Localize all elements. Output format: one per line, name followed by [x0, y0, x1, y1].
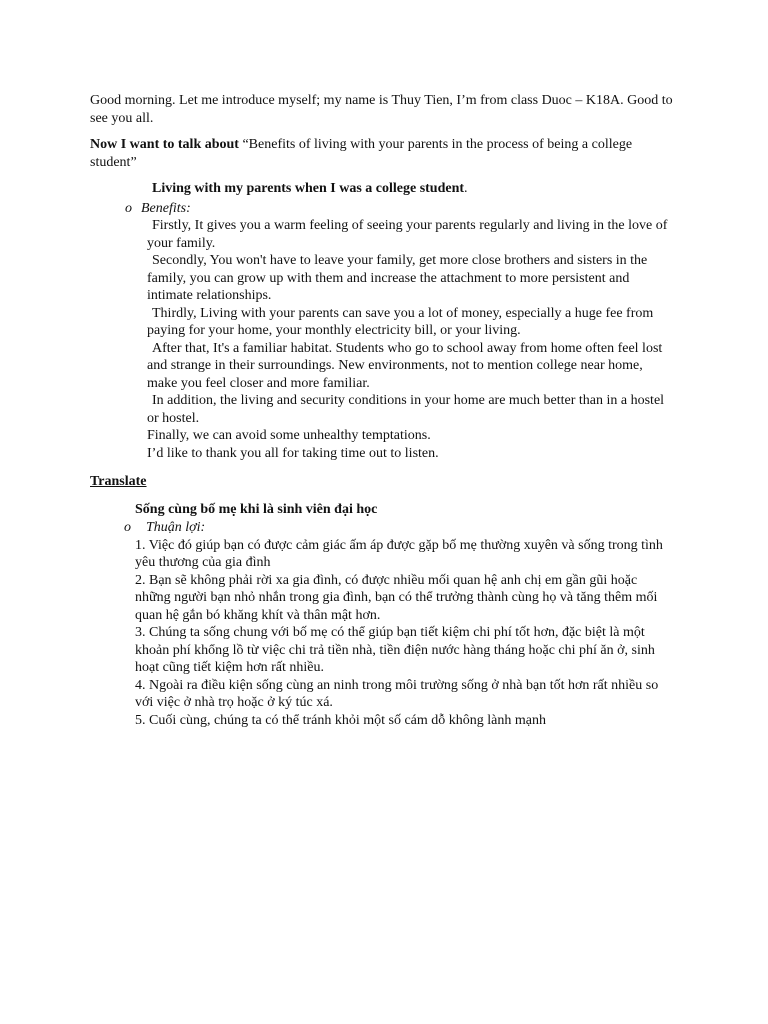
intro-paragraph: Good morning. Let me introduce myself; my name is Thuy Tien, I’m from class Duoc – K18A. Good to see you all.	[90, 93, 673, 126]
list-item: In addition, the living and security conditions in your home are much better than in a hostel or hostel.	[147, 393, 665, 426]
topic-lead: Now I want to talk about	[90, 137, 239, 152]
section-heading	[152, 180, 676, 198]
vi-list	[135, 537, 676, 730]
vi-subheading	[124, 519, 676, 537]
list-item: I’d like to thank you all for taking time out to listen.	[147, 445, 439, 461]
vi-section-title: Sống cùng bố mẹ khi là sinh viên đại học	[135, 501, 378, 517]
list-item: 2. Bạn sẽ không phải rời xa gia đình, có được nhiều mối quan hệ anh chị em gần gũi hoặc những người bạn nhỏ nhắn trong gia đình, bạn có thể trưởng thành cùng họ và tăng thêm mối quan hệ gắn bó khăng khít và thân mật hơn.	[135, 572, 658, 623]
translate-heading: Translate	[90, 474, 147, 489]
list-item: Thirdly, Living with your parents can save you a lot of money, especially a huge fee from paying for your home, your monthly electricity bill, or your living.	[147, 305, 654, 338]
vi-label: Thuận lợi:	[146, 520, 206, 535]
benefits-list	[147, 217, 676, 462]
benefits-label: Benefits:	[141, 200, 191, 216]
benefits-subheading	[125, 200, 676, 218]
list-item: After that, It's a familiar habitat. Students who go to school away from home often feel lost and strange in their surroundings. New environments, not to mention college near home, make you feel closer and more familiar.	[147, 340, 663, 391]
list-item: Firstly, It gives you a warm feeling of seeing your parents regularly and living in the love of your family.	[147, 218, 668, 251]
list-item: 3. Chúng ta sống chung với bố mẹ có thể giúp bạn tiết kiệm chi phí tốt hơn, đặc biệt là một khoản phí khổng lồ từ việc chi trả tiền nhà, tiền điện nước hàng tháng hoặc chi phí ăn ở, sinh hoạt cũng tiết kiệm hơn rất nhiều.	[135, 625, 655, 675]
vi-section-heading	[135, 501, 676, 519]
list-item: Secondly, You won't have to leave your family, get more close brothers and sisters in the family, you can grow up with them and increase the attachment to more persistent and intimate relationships.	[147, 253, 648, 303]
section-period: .	[464, 181, 468, 196]
topic-paragraph	[90, 136, 676, 171]
list-item: 1. Việc đó giúp bạn có được cảm giác ấm áp được gặp bố mẹ thường xuyên và sống trong tình yêu thương của gia đình	[135, 537, 663, 570]
section-title: Living with my parents when I was a college student	[152, 181, 465, 196]
circle-bullet-icon: o	[125, 200, 132, 216]
list-item: Finally, we can avoid some unhealthy temptations.	[147, 428, 431, 443]
list-item: 5. Cuối cùng, chúng ta có thể tránh khỏi một số cám dỗ không lành mạnh	[135, 712, 546, 728]
circle-bullet-icon: o	[124, 520, 131, 535]
list-item: 4. Ngoài ra điều kiện sống cùng an ninh trong môi trường sống ở nhà bạn tốt hơn rất nhiều so với việc ở nhà trọ hoặc ở ký túc xá.	[135, 677, 659, 710]
topic-text: “Benefits of living with your parents in the process of being a college student”	[90, 137, 633, 170]
